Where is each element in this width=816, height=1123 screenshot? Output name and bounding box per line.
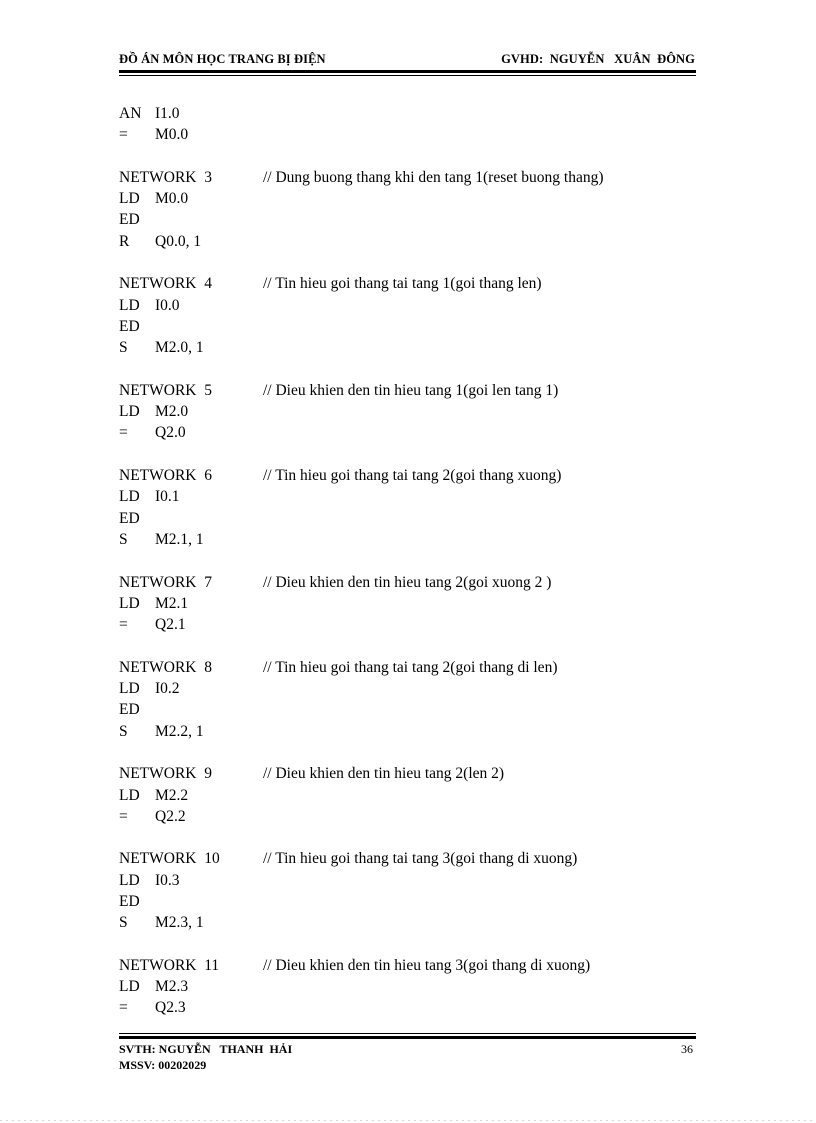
instruction-opcode: =: [119, 616, 128, 634]
network-label: NETWORK 5: [119, 381, 212, 399]
instruction-operand: M2.3, 1: [155, 914, 204, 932]
instruction-opcode: LD: [119, 488, 140, 506]
code-comment: // Dieu khien den tin hieu tang 2(goi xuong 2 ): [263, 573, 552, 591]
network-label: NETWORK 9: [119, 765, 212, 783]
student-id: MSSV: 00202029: [119, 1058, 207, 1072]
code-line: [119, 124, 699, 145]
instruction-operand: M2.2, 1: [155, 722, 204, 740]
page-edge-divider: [0, 1120, 816, 1121]
code-comment: // Tin hieu goi thang tai tang 2(goi thang xuong): [263, 467, 562, 485]
code-line: [119, 337, 699, 358]
code-line: [119, 635, 699, 656]
code-line: [119, 657, 699, 678]
code-line: [119, 252, 699, 273]
code-line: [119, 167, 699, 188]
instruction-operand: I0.0: [155, 296, 180, 314]
network-label: NETWORK 6: [119, 467, 212, 485]
instruction-opcode: =: [119, 424, 128, 442]
instruction-opcode: R: [119, 232, 130, 250]
code-line: [119, 508, 699, 529]
instruction-operand: Q0.0, 1: [155, 232, 202, 250]
code-line: [119, 870, 699, 891]
instruction-operand: I0.2: [155, 680, 180, 698]
instruction-opcode: ED: [119, 892, 140, 910]
code-line: [119, 891, 699, 912]
instruction-operand: M0.0: [155, 190, 189, 208]
code-line: [119, 934, 699, 955]
code-comment: // Dieu khien den tin hieu tang 2(len 2): [263, 765, 505, 783]
network-label: NETWORK 4: [119, 275, 212, 293]
code-line: [119, 231, 699, 252]
instruction-opcode: ED: [119, 211, 140, 229]
code-comment: // Dieu khien den tin hieu tang 1(goi len tang 1): [263, 381, 559, 399]
instruction-opcode: LD: [119, 403, 140, 421]
code-comment: // Dieu khien den tin hieu tang 3(goi thang di xuong): [263, 956, 591, 974]
instruction-operand: Q2.3: [155, 999, 186, 1017]
instruction-opcode: =: [119, 999, 128, 1017]
instruction-operand: M2.0, 1: [155, 339, 204, 357]
code-line: [119, 742, 699, 763]
instruction-opcode: S: [119, 914, 128, 932]
code-line: [119, 955, 699, 976]
student-name: SVTH: NGUYỄN THANH HẢI: [119, 1042, 293, 1056]
code-line: [119, 997, 699, 1018]
instruction-operand: M2.1: [155, 594, 189, 612]
code-line: [119, 912, 699, 933]
instruction-operand: M0.0: [155, 126, 189, 144]
code-line: [119, 465, 699, 486]
code-comment: // Tin hieu goi thang tai tang 1(goi thang len): [263, 275, 542, 293]
instruction-opcode: =: [119, 807, 128, 825]
instruction-operand: M2.3: [155, 978, 189, 996]
instruction-operand: Q2.1: [155, 616, 186, 634]
code-listing: [119, 103, 699, 1019]
code-line: [119, 593, 699, 614]
code-line: [119, 444, 699, 465]
supervisor-name: GVHD: NGUYỄN XUÂN ĐÔNG: [501, 52, 695, 66]
code-line: [119, 380, 699, 401]
instruction-operand: M2.2: [155, 786, 189, 804]
code-line: [119, 785, 699, 806]
code-line: [119, 529, 699, 550]
network-label: NETWORK 8: [119, 658, 212, 676]
instruction-opcode: LD: [119, 871, 140, 889]
instruction-opcode: LD: [119, 190, 140, 208]
code-line: [119, 976, 699, 997]
page-footer: [119, 1041, 695, 1073]
code-line: [119, 273, 699, 294]
code-line: [119, 614, 699, 635]
code-line: [119, 486, 699, 507]
instruction-opcode: LD: [119, 594, 140, 612]
instruction-opcode: =: [119, 126, 128, 144]
header-rule-thin: [119, 75, 696, 76]
instruction-operand: I0.1: [155, 488, 180, 506]
footer-rule-thin: [119, 1033, 696, 1034]
instruction-opcode: S: [119, 530, 128, 548]
instruction-opcode: S: [119, 339, 128, 357]
page-header: [119, 52, 695, 72]
code-line: [119, 572, 699, 593]
instruction-operand: I0.3: [155, 871, 180, 889]
code-line: [119, 422, 699, 443]
code-line: [119, 103, 699, 124]
code-comment: // Dung buong thang khi den tang 1(reset buong thang): [263, 168, 604, 186]
code-line: [119, 827, 699, 848]
instruction-operand: M2.0: [155, 403, 189, 421]
network-label: NETWORK 3: [119, 168, 212, 186]
code-line: [119, 401, 699, 422]
code-line: [119, 316, 699, 337]
code-line: [119, 146, 699, 167]
page-number: 36: [681, 1042, 693, 1056]
instruction-opcode: S: [119, 722, 128, 740]
code-line: [119, 721, 699, 742]
instruction-opcode: ED: [119, 509, 140, 527]
code-line: [119, 699, 699, 720]
instruction-opcode: LD: [119, 786, 140, 804]
code-comment: // Tin hieu goi thang tai tang 3(goi thang di xuong): [263, 850, 578, 868]
code-line: [119, 295, 699, 316]
network-label: NETWORK 10: [119, 850, 220, 868]
instruction-operand: Q2.2: [155, 807, 186, 825]
document-title: ĐỒ ÁN MÔN HỌC TRANG BỊ ĐIỆN: [119, 52, 326, 66]
code-line: [119, 806, 699, 827]
code-line: [119, 550, 699, 571]
code-line: [119, 678, 699, 699]
instruction-opcode: LD: [119, 978, 140, 996]
header-rule-thick: [119, 70, 696, 73]
code-line: [119, 359, 699, 380]
network-label: NETWORK 7: [119, 573, 212, 591]
instruction-operand: M2.1, 1: [155, 530, 204, 548]
instruction-opcode: LD: [119, 680, 140, 698]
instruction-operand: I1.0: [155, 105, 180, 122]
instruction-opcode: ED: [119, 701, 140, 719]
code-comment: // Tin hieu goi thang tai tang 2(goi thang di len): [263, 658, 558, 676]
code-line: [119, 188, 699, 209]
instruction-opcode: ED: [119, 317, 140, 335]
instruction-opcode: LD: [119, 296, 140, 314]
footer-rule-thick: [119, 1036, 696, 1039]
code-line: [119, 209, 699, 230]
network-label: NETWORK 11: [119, 956, 220, 974]
instruction-operand: Q2.0: [155, 424, 186, 442]
code-line: [119, 848, 699, 869]
instruction-opcode: AN: [119, 105, 142, 122]
code-line: [119, 763, 699, 784]
